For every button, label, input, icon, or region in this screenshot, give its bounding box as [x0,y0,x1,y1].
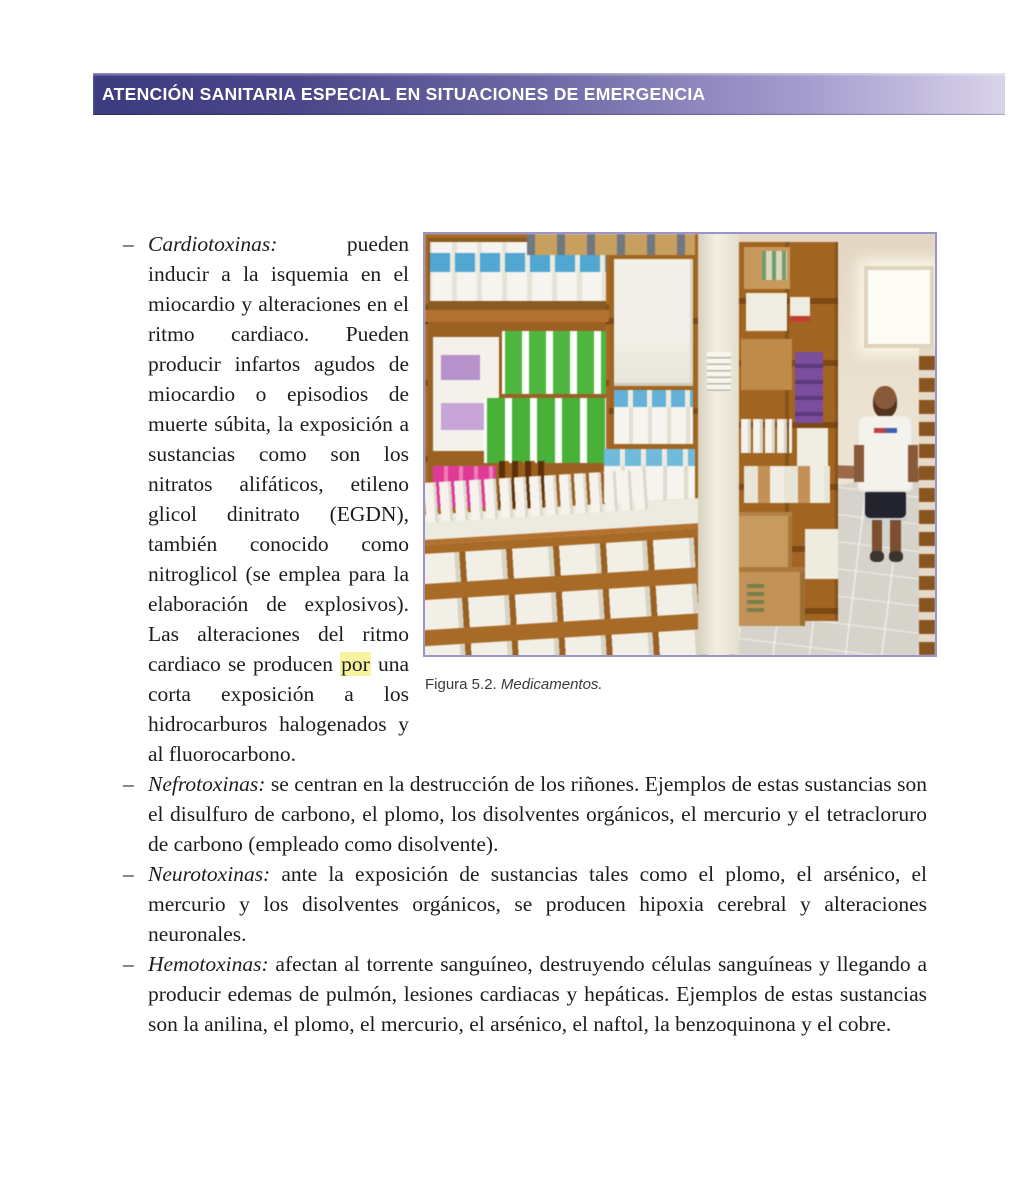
photo-man-head [873,386,897,419]
photo-far-right-shelf [919,348,935,655]
bullet-dash: – [123,232,134,256]
photo-canisters-blue-band [430,253,606,272]
photo-paper-note [707,352,731,392]
bullet-dash: – [123,862,134,886]
photo-man-shoe-left [870,551,884,562]
photo-floor-cardboard-box-2 [739,567,805,626]
photo-man-leg-right [890,520,901,553]
photo-right-white-box-2 [797,428,828,470]
list-item-neurotoxinas [123,859,927,949]
photo-man-arm-right [908,445,917,483]
figure-caption-label: Figura 5.2. [425,676,497,693]
item-text-nefrotoxinas: se centran en la destrucción de los riñones. Ejemplos de estas sustancias son el disulfuro de carbono, el plomo, los disolventes orgánicos, el mercurio y el tetracloruro de carbono (empleado como disolvente). [148,772,927,856]
item-lead-neurotoxinas: Neurotoxinas: [148,862,271,886]
photo-purple-boxes-stack [795,352,823,424]
figure-caption-title: Medicamentos. [496,676,603,693]
photo-counter-and-drawers [423,496,736,657]
photo-right-red-box [790,297,810,322]
item-text-hemotoxinas: afectan al torrente sanguíneo, destruyendo células sanguíneas y llegando a producir edemas de pulmón, lesiones cardiacas y hepáticas. Ejemplos de estas sustancias son la anilina, el plomo, el mercurio, el arsénico, el naftol, la benzoquinona y el cobre. [148,952,927,1036]
item-text-after-highlight: una corta exposición a los hidrocarburos halogenados y al fluorocarbono. [148,652,409,766]
figure-medicamentos [423,232,937,700]
photo-window [864,266,934,348]
photo-man-arm-left [854,445,863,483]
bullet-dash: – [123,952,134,976]
photo-top-tan-boxes [527,234,695,255]
photo-floor-cardboard-box-1 [736,512,792,567]
photo-floor-white-box [805,529,838,580]
item-text-before-highlight: pueden inducir a la isquemia en el miocardio y alteraciones en el ritmo cardiaco. Pueden producir infartos agudos de miocardio o episodios de muerte súbita, la exposición a sustancias como son los nitratos alifáticos, etileno glicol dinitrato (EGDN), también conocido como nitroglicol (se emplea para la elaboración de explosivos). Las alteraciones del ritmo cardiaco se producen [148,232,409,676]
photo-man-leg-left [872,520,883,553]
photo-middle-white-boxes [614,259,693,385]
item-lead-cardiotoxinas: Cardiotoxinas: [148,232,278,256]
photo-canisters-green-row2 [484,398,606,463]
bullet-dash: – [123,772,134,796]
photo-right-cardboard-box [741,339,792,390]
page-body [123,229,927,1039]
photo-purple-label [441,355,481,380]
photo-man-shorts [865,492,907,521]
photo-middle-jars-caps1 [614,390,693,407]
photo-drawer-row [424,627,729,657]
item-lead-hemotoxinas: Hemotoxinas: [148,952,269,976]
photo-drawer-row [423,581,726,630]
photo-man-shoe-right [889,551,903,562]
photo-medicamentos [423,232,937,657]
photo-scene [425,234,935,655]
highlighted-word: por [341,652,370,676]
photo-right-green-label-box [762,251,788,280]
photo-man-tshirt-print [874,428,897,433]
photo-drawer-row [423,535,723,584]
section-header-banner [93,73,1005,115]
photo-right-bottles-row [741,419,792,453]
list-item-nefrotoxinas [123,769,927,859]
list-item-cardiotoxinas [123,229,927,769]
section-header-title: ATENCIÓN SANITARIA ESPECIAL EN SITUACIONES DE EMERGENCIA [102,83,706,104]
photo-canisters-green-row1 [502,331,607,394]
photo-purple-label-2 [441,403,485,430]
figure-caption [425,670,937,700]
photo-right-white-box [746,293,787,331]
item-text-neurotoxinas: ante la exposición de sustancias tales como el plomo, el arsénico, el mercurio y los disolventes orgánicos, se producen hipoxia cerebral y alteraciones neuronales. [148,862,927,946]
photo-white-pillar [698,234,739,655]
photo-cardboard-print [747,584,764,613]
list-item-hemotoxinas [123,949,927,1039]
photo-middle-jars-caps2 [604,449,696,467]
photo-right-mixed-boxes [744,466,831,504]
item-lead-nefrotoxinas: Nefrotoxinas: [148,772,266,796]
